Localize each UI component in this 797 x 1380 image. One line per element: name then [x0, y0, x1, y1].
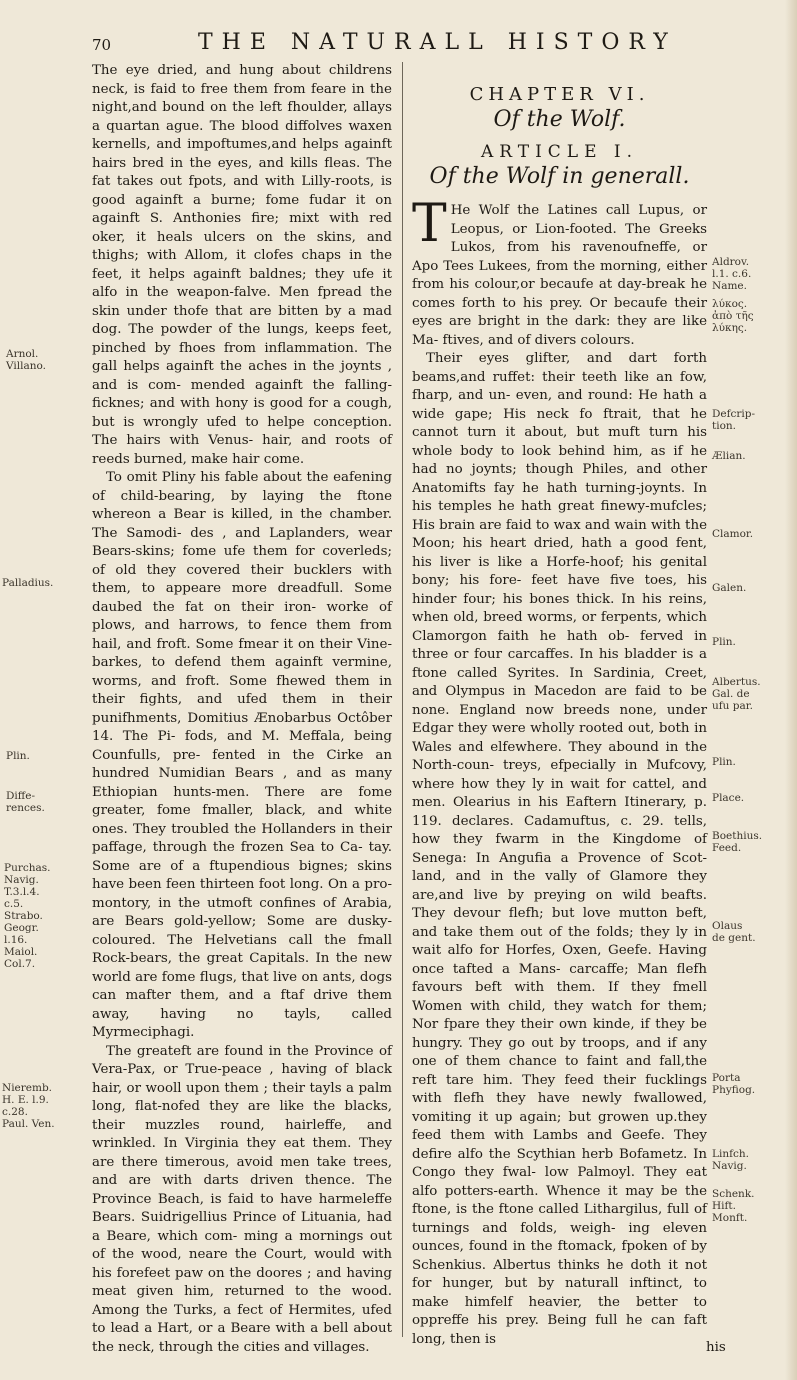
left-margin-note: Nieremb. H. E. l.9. c.28. Paul. Ven. — [2, 1082, 55, 1130]
left-margin-note: Purchas. Navig. T.3.l.4. c.5. Strabo. Geogr. l.16. Maiol. Col.7. — [4, 862, 51, 970]
drop-cap: T — [412, 194, 447, 254]
chapter-subtitle: Of the Wolf. — [493, 106, 626, 132]
right-column — [412, 62, 707, 1349]
running-head — [0, 30, 797, 60]
left-margin-note: Diffe- rences. — [6, 790, 45, 814]
left-margin-note: Arnol. Villano. — [6, 348, 46, 372]
right-margin-note: Schenk. Hift. Monft. — [712, 1188, 755, 1224]
right-margin-note: Place. — [712, 792, 745, 804]
right-margin-note: Boethius. Feed. — [712, 830, 763, 854]
left-margin-note: Plin. — [6, 750, 30, 762]
right-margin-note: Linfch. Navig. — [712, 1148, 749, 1172]
right-margin-note: λύκος. ἀπὸ τῆς λύκης. — [712, 298, 754, 334]
right-margin-note: Plin. — [712, 756, 736, 768]
left-column — [92, 62, 392, 1357]
catchword: his — [706, 1340, 726, 1355]
right-margin-note: Aldrov. l.1. c.6. Name. — [712, 256, 752, 292]
right-margin-note: Olaus de gent. — [712, 920, 756, 944]
right-paragraph: Their eyes glifter, and dart forth beams,and ruffet: their teeth like an fow, fharp, and un- even, and round: He hath a wide gape; His neck fo ftrait, that he cannot turn it about, but muft turn his whole body to look behind him, as if he had no joynts; though Philes, and other Anatomifts fay he hath turning-joynts. In his temples he hath great finewy-mufcles; His brain are faid to wax and wain with the Moon; his heart dried, hath a good fent, his liver is like a Horfe-hoof; his genital bony; his fore- feet have five toes, his hinder four; his bones thick. In his reins, when old, breed worms, or ferpents, which Clamorgon faith he hath ob- ferved in three or four carcaffes. In his bladder is a ftone called Syrites. In Sardinia, Creet, and Olympus in Macedon are faid to be none. England now breeds none, under Edgar they were wholly rooted out, both in Wales and elfewhere. They abound in the North-coun- treys, efpecially in Mufcovy, where how they ly in wait for cattel, and men. Olearius in his Eaftern Itinerary, p. 119. declares. Cadamuftus, c. 29. tells, how they fwarm in the Kingdome of Senega: In Angufia a Provence of Scot- land, and in the vally of Glamore they are,and live by preying on wild beafts. They devour flefh; but love mutton beft, and take them out of the folds; they ly in wait alfo for Horfes, Oxen, Geefe. Having once tafted a Mans- carcaffe; Man flefh favours beft with them. If they fmell Women with child, they watch for them; Nor fpare they their own kinde, if they be hungry. They go out by troops, and if any one of them chance to faint and fall,the reft tare him. They feed their fucklings with flefh they have newly fwallowed, vomiting it up again; but growen up.they feed them with Lambs and Geefe. They defire alfo the Scythian herb Bofametz. In Congo they fwal- low Palmoyl. They eat alfo potters-earth. Whence it may be the ftone, is the ftone called Lithargilus, full of turnings and folds, weigh- ing eleven ounces, found in the ftomack, fpoken of by Schenkius. Albertus thinks he doth it not for hunger, but by naturall inftinct, to make himfelf heavier, the better to oppreffe his prey. Being full he can faft long, then is — [412, 351, 707, 1347]
left-paragraph: The greateft are found in the Province of Vera-Pax, or True-peace , having of black hair, or wooll upon them ; their tayls a palm long, flat-nofed they are like the blacks, their muzzles round, hairleffe, and wrinkled. In Virginia they eat them. They are there timerous, avoid men take trees, and are with darts driven thence. The Province Beach, is faid to have harmeleffe Bears. Suidrigellius Prince of Lituania, had a Beare, which com- ming a mornings out of the wood, neare the Court, would with his forefeet paw on the doores ; and having meat given him, returned to the wood. Among the Turks, a fect of Hermites, ufed to lead a Hart, or a Beare with a bell about the neck, through the cities and villages. — [92, 1043, 392, 1355]
article-heading: ARTICLE I. — [480, 142, 639, 162]
left-margin-note: Palladius. — [2, 577, 54, 589]
right-margin-note: Clamor. — [712, 528, 754, 540]
article-subtitle: Of the Wolf in generall. — [429, 163, 690, 189]
left-paragraph: To omit Pliny his fable about the eafening of child-bearing, by laying the ftone whereon a Bear is killed, in the chamber. The Samodi- des , and Laplanders, wear Bears-skins; fome ufe them for coverleds; of old they covered their bucklers with them, to appeare more dreadfull. Some daubed the fat on their iron- worke of plows, and harrows, to fence them from hail, and froft. Some fmear it on their Vine-barkes, to defend them againft vermine, worms, and froft. Some fhewed them in their fights, and ufed them in their punifhments, Domitius Ænobarbus Octôber 14. The Pi- fods, and M. Meffala, being Counfulls, pre- fented in the Cirke an hundred Numidian Bears , and as many Ethiopian hunts-men. There are fome greater, fome fmaller, black, and white ones. They troubled the Hollanders in their paffage, through the frozen Sea to Ca- tay. Some are of a ftupendious bignes; skins have been feen thirteen foot long. On a pro- montory, in the utmoft confines of Arabia, are Bears gold-yellow; Some are dusky-coloured. The Helvetians call the fmall Rock-bears, the great Capitals. In the new world are fome flugs, that live on ants, dogs can mafter them, and a ftaf drive them away, having no tayls, called Myrmeciphagi. — [92, 470, 392, 1040]
page-number: 70 — [92, 36, 112, 54]
page-edge-shadow — [785, 0, 797, 1380]
right-margin-note: Galen. — [712, 582, 747, 594]
left-paragraph: The eye dried, and hung about childrens neck, is faid to free them from feare in the night,and bound on the left fhoulder, allays a quartan ague. The blood diffolves waxen kernells, and impoftumes,and helps againft hairs bred in the eyes, and kills fleas. The fat takes out fpots, and with Lilly-roots, is good againft a burne; fome fudar it on againft S. Anthonies fire; mixt with red oker, it heals ulcers on the skins, and thighs; with Allom, it clofes chaps in the feet, it helps againft baldnes; they ufe it alfo in the weapon-falve. Men fpread the skin under thofe that are bitten by a mad dog. The powder of the lungs, keeps feet, pinched by fhoes from inflammation. The gall helps againft the aches in the joynts , and is com- mended againft the falling-ficknes; and with hony is good for a cough, but is wrongly ufed to helpe conception. The hairs with Venus- hair, and roots of reeds burned, make hair come. — [92, 63, 392, 467]
running-title: THE NATURALL HISTORY — [198, 30, 677, 55]
chapter-heading: CHAPTER VI. — [469, 84, 650, 105]
right-margin-note: Plin. — [712, 636, 736, 648]
right-margin-note: Porta Phyfiog. — [712, 1072, 756, 1096]
right-paragraph: He Wolf the Latines call Lupus, or Leopus, or Lion-footed. The Greeks Lukos, from his ravenoufneffe, or Apo Tees Lukees, from the morning, either from his colour,or becaufe at day-break he comes forth to his prey. Or becaufe their eyes are bright in the dark: they are like Ma- ftives, and of divers colours. — [412, 203, 707, 348]
right-margin-note: Defcrip- tion. — [712, 408, 756, 432]
right-margin-note: Ælian. — [712, 450, 746, 462]
right-margin-note: Albertus. Gal. de ufu par. — [712, 676, 761, 712]
column-divider — [402, 62, 403, 1337]
